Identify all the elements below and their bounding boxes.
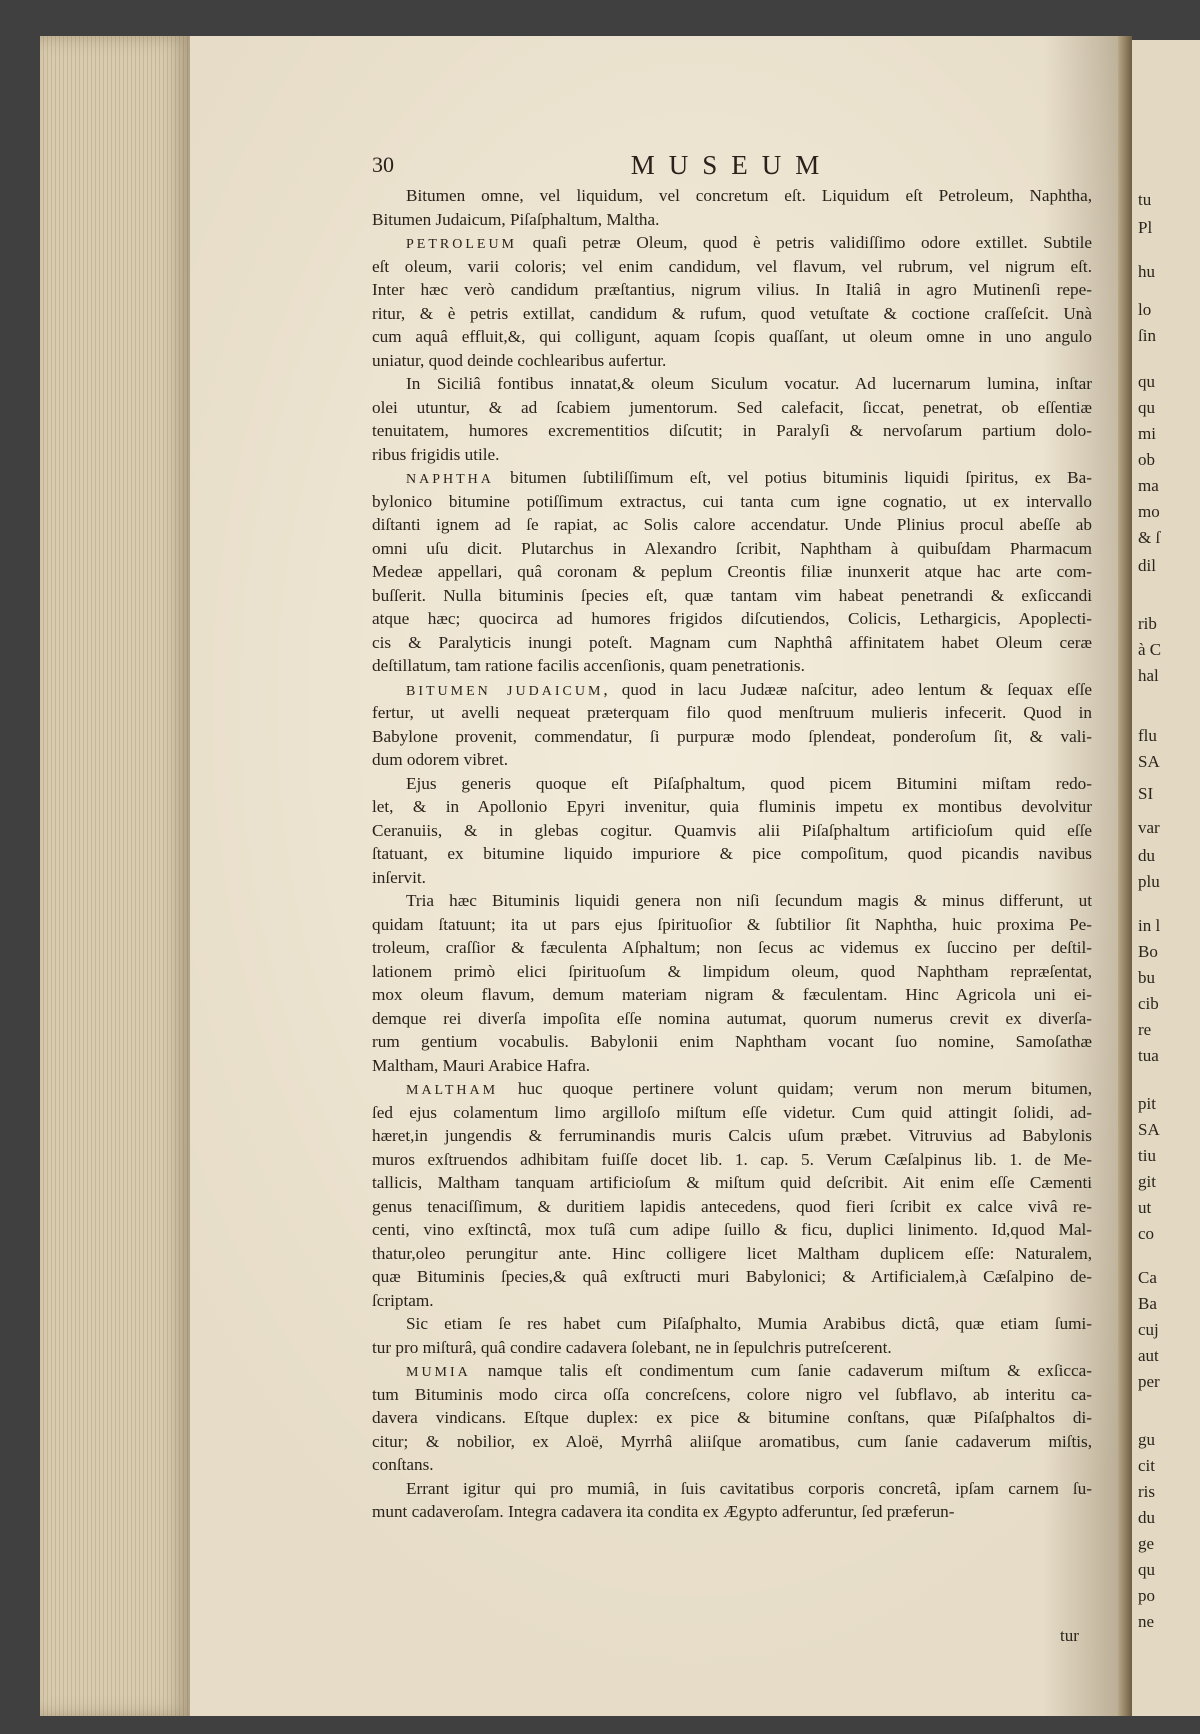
small-caps-term: MUMIA: [406, 1365, 471, 1380]
text-line: Errant igitur qui pro mumiâ, in ſuis cavitatibus corporis concretâ, ipſam carnem ſu-: [406, 1478, 1092, 1498]
small-caps-term: NAPHTHA: [406, 472, 494, 487]
facing-page-fragment: ut: [1138, 1198, 1152, 1217]
facing-page-fragment: qu: [1138, 372, 1155, 391]
facing-page-fragment: bu: [1138, 968, 1155, 987]
facing-page-fragment: qu: [1138, 1560, 1155, 1579]
facing-page-fragment: du: [1138, 1508, 1155, 1527]
text-line: quæ Bituminis ſpecies,& quâ exſtructi muri Babylonici; & Artificialem,à Cæſalpino de-: [372, 1267, 1092, 1286]
text-line: thatur,oleo perungitur ante. Hinc colligere licet Maltham duplicem eſſe: Naturalem,: [372, 1243, 1092, 1263]
text-line: Tria hæc Bituminis liquidi genera non niſi ſecundum magis & minus differunt, ut: [406, 891, 1092, 910]
facing-page-fragment: re: [1138, 1020, 1152, 1039]
paragraph: [372, 1477, 1092, 1524]
facing-page-fragment: à C: [1138, 640, 1162, 659]
text-line: quidam ſtatuunt; ita ut pars ejus ſpirituoſior & ſubtilior ſit Naphtha, huic proxima Pe-: [372, 914, 1092, 934]
text-line: olei utuntur, & ad ſcabiem jumentorum. Sed calefacit, ſiccat, penetrat, ob eſſentiæ: [372, 397, 1092, 417]
facing-page-fragment: pit: [1138, 1094, 1156, 1113]
text-line: Inter hæc verò candidum præſtantius, nigrum vilius. In Italiâ in agro Mutinenſi repe-: [372, 280, 1092, 299]
text-line: Sic etiam ſe res habet cum Piſaſphalto, Mumia Arabibus dictâ, quæ etiam ſumi-: [406, 1314, 1092, 1333]
facing-page-fragment: tiu: [1138, 1146, 1156, 1165]
facing-page-fragment: aut: [1138, 1346, 1159, 1365]
text-line: Ceranuiis, & in glebas cogitur. Quamvis alii Piſaſphaltum artificioſum quid eſſe: [372, 820, 1092, 840]
text-line: tallicis, Maltham tanquam artificioſum & miſtum quid deſcribit. Ait enim eſſe Cæmenti: [372, 1173, 1092, 1192]
facing-page-fragment: Pl: [1138, 218, 1153, 237]
text-line: NAPHTHA bitumen ſubtiliſſimum eſt, vel potius bituminis liquidi ſpiritus, ex Ba-: [406, 468, 1092, 487]
text-line: tur pro miſturâ, quâ condire cadavera ſolebant, ne in ſepulchris putreſcerent.: [372, 1337, 892, 1357]
facing-page-fragment: ne: [1138, 1612, 1155, 1631]
text-line: conſtans.: [372, 1455, 434, 1474]
text-line: Medeæ appellari, quâ coronam & peplum Creontis filiæ inunxerit atque hac arte com-: [372, 562, 1092, 581]
facing-page-fragment: SA: [1138, 752, 1160, 771]
facing-page-fragment: & ſ: [1138, 528, 1161, 547]
facing-page-fragment: Bo: [1138, 942, 1158, 961]
text-line: ſcriptam.: [372, 1290, 434, 1310]
paragraph: [372, 1359, 1092, 1477]
text-line: Bitumen Judaicum, Piſaſphaltum, Maltha.: [372, 209, 660, 229]
facing-page-fragment: gu: [1138, 1430, 1155, 1449]
facing-page: [1132, 40, 1200, 1716]
facing-page-fragment: cit: [1138, 1456, 1155, 1475]
text-line: ribus frigidis utile.: [372, 444, 500, 464]
text-line: cum aquâ effluit,&, qui colligunt, aquam ſcopis quaſſant, ut oleum omne in uno angulo: [372, 327, 1092, 346]
text-line: ritur, & è petris extillat, candidum & rufum, quod vetuſtate & coctione craſſeſcit. Unà: [372, 303, 1092, 323]
facing-page-fragment: plu: [1138, 872, 1160, 891]
facing-page-fragment: mi: [1138, 424, 1156, 443]
text-line: let, & in Apollonio Epyri invenitur, quia fluminis impetu ex montibus devolvitur: [372, 797, 1092, 816]
paragraph: [372, 372, 1092, 466]
text-line: PETROLEUM quaſi petræ Oleum, quod è petris validiſſimo odore extillet. Subtile: [406, 233, 1092, 252]
facing-page-fragment: SA: [1138, 1120, 1160, 1139]
facing-page-fragment: po: [1138, 1586, 1155, 1605]
facing-page-fragment: Ca: [1138, 1268, 1157, 1287]
paragraph: [372, 231, 1092, 372]
facing-page-fragment: git: [1138, 1172, 1156, 1191]
facing-page-fragment: dil: [1138, 556, 1156, 575]
text-line: tenuitatem, humores excrementitios diſcutit; in Paralyſi & nervoſarum partium dolo-: [372, 421, 1092, 440]
facing-page-fragment: in l: [1138, 916, 1161, 935]
facing-page-fragment: cuj: [1138, 1320, 1159, 1339]
facing-page-fragment: hu: [1138, 262, 1155, 281]
paragraph: [372, 678, 1092, 772]
page-header: [372, 150, 1092, 180]
text-line: BITUMEN JUDAICUM, quod in lacu Judææ naſcitur, adeo lentum & ſequax eſſe: [406, 679, 1092, 699]
page-number: 30: [372, 152, 394, 177]
text-line: dum odorem vibret.: [372, 750, 509, 769]
text-line: lationem primò elici ſpirituoſum & limpidum oleum, quod Naphtham repræſentat,: [372, 961, 1092, 981]
text-line: diſtanti ignem ad ſe rapiat, ac Solis calore accendatur. Unde Plinius procul abeſſe ab: [372, 515, 1092, 534]
text-line: omni uſu dicit. Plutarchus in Alexandro ſcribit, Naphtham à quibuſdam Pharmacum: [372, 538, 1092, 558]
facing-page-fragment: cib: [1138, 994, 1159, 1013]
book-gutter: [1118, 36, 1132, 1716]
paragraph: [372, 466, 1092, 678]
text-line: atque hæc; quocirca ad humores frigidos diſcutiendos, Colicis, Lethargicis, Apoplecti-: [372, 609, 1092, 628]
facing-page-fragment: du: [1138, 846, 1155, 865]
facing-page-fragment: ſin: [1138, 326, 1156, 345]
facing-page-fragment: ob: [1138, 450, 1155, 469]
facing-page-fragment: Ba: [1138, 1294, 1157, 1313]
facing-page-fragment: per: [1138, 1372, 1160, 1391]
text-line: centi, vino exſtinctâ, mox tuſâ cum adipe ſuillo & ficu, duplici linimento. Id,quod Mal-: [372, 1220, 1092, 1239]
small-caps-term: PETROLEUM: [406, 237, 517, 252]
facing-page-fragment: ris: [1138, 1482, 1155, 1501]
facing-page-fragment: ma: [1138, 476, 1159, 495]
text-line: demque rei diverſa impoſita eſſe nomina autumat, quorum numerus crevit ex diverſa-: [372, 1008, 1092, 1028]
catchword: tur: [1060, 1626, 1079, 1645]
facing-page-fragment: mo: [1138, 502, 1160, 521]
text-line: hæret,in jungendis & ferruminandis muris Calcis uſum præbet. Vitruvius ad Babylonis: [372, 1126, 1092, 1145]
facing-page-fragment: qu: [1138, 398, 1155, 417]
small-caps-term: BITUMEN JUDAICUM: [406, 683, 604, 699]
text-line: cis & Paralyticis inungi poteſt. Magnam cum Naphthâ affinitatem habet Oleum ceræ: [372, 632, 1092, 652]
text-line: fertur, ut avelli nequeat præterquam filo quod menſtruum mulieris infecerit. Quod in: [372, 703, 1092, 722]
text-line: Ejus generis quoque eſt Piſaſphaltum, quod picem Bitumini miſtam redo-: [406, 773, 1092, 793]
text-line: citur; & nobilior, ex Aloë, Myrrhâ aliiſque aromatibus, cum ſanie cadaverum miſtis,: [372, 1431, 1092, 1451]
paragraph: [372, 184, 1092, 231]
text-line: Maltham, Mauri Arabice Hafra.: [372, 1055, 591, 1075]
text-line: MUMIA namque talis eſt condimentum cum ſanie cadaverum miſtum & exſicca-: [406, 1361, 1092, 1380]
facing-page-fragment: lo: [1138, 300, 1152, 319]
text-line: buſſerit. Nulla bituminis ſpecies eſt, quæ tantam vim habeat penetrandi & exſiccandi: [372, 585, 1092, 605]
facing-page-fragment: hal: [1138, 666, 1159, 685]
facing-page-fragment: ge: [1138, 1534, 1155, 1553]
text-line: ſed ejus colamentum limo argilloſo miſtum eſſe videtur. Cum quid attingit ſolidi, ad-: [372, 1102, 1092, 1122]
text-line: genus tenaciſſimum, & duritiem lapidis antecedens, quod fieri ſcribit ex calce vivâ re-: [372, 1196, 1092, 1216]
text-line: eſt oleum, varii coloris; vel enim candidum, vel flavum, vel rubrum, vel nigrum eſt.: [372, 256, 1092, 276]
text-line: troleum, craſſior & fæculenta Aſphaltum; non ſecus ac videmus ex ſuccino per deſtil-: [372, 938, 1092, 957]
paragraph: [372, 1077, 1092, 1312]
body-text: [372, 184, 1092, 1524]
facing-page-fragment: tu: [1138, 190, 1152, 209]
text-line: mox oleum flavum, demum materiam nigram & fæculentam. Hinc Agricola uni ei-: [372, 985, 1092, 1004]
text-line: bylonico bitumine potiſſimum extractus, cui tanta cum igne cognatio, ut ex intervallo: [372, 491, 1092, 511]
text-line: muros exſtruendos adhibitam fuiſſe docet lib. 1. cap. 5. Verum Cæſalpinus lib. 1. de Me-: [372, 1149, 1092, 1169]
text-line: rum gentium vocabulis. Babylonii enim Naphtham vocant ſuo nomine, Samoſathæ: [372, 1032, 1092, 1051]
text-line: uniatur, quod deinde cochlearibus aufertur.: [372, 350, 667, 370]
paragraph: [372, 772, 1092, 890]
text-line: tum Bituminis modo circa oſſa concreſcens, colore nigro vel ſubflavo, ab interitu ca-: [372, 1384, 1092, 1404]
facing-page-fragment: tua: [1138, 1046, 1159, 1065]
text-line: deſtillatum, tam ratione facilis accenſionis, quam penetrationis.: [372, 656, 805, 675]
facing-page-fragment: var: [1138, 818, 1160, 837]
text-line: munt cadaveroſam. Integra cadavera ita condita ex Ægypto adferuntur, ſed præferun-: [372, 1502, 955, 1521]
paragraph: [372, 889, 1092, 1077]
facing-page-fragment: co: [1138, 1224, 1155, 1243]
facing-page-fragment: flu: [1138, 726, 1157, 745]
text-line: In Siciliâ fontibus innatat,& oleum Siculum vocatur. Ad lucernarum lumina, inſtar: [406, 374, 1092, 393]
text-line: ſtatuant, ex bitumine liquido impuriore & pice compoſitum, quod picandis navibus: [372, 844, 1092, 863]
running-head: MUSEUM: [630, 150, 834, 180]
small-caps-term: MALTHAM: [406, 1083, 499, 1098]
text-line: davera vindicans. Eſtque duplex: ex pice & bitumine conſtans, quæ Piſaſphaltos di-: [372, 1408, 1092, 1427]
facing-page-fragment: SI: [1138, 784, 1154, 803]
facing-page-fragment: rib: [1138, 614, 1157, 633]
paragraph: [372, 1312, 1092, 1359]
text-line: Bitumen omne, vel liquidum, vel concretum eſt. Liquidum eſt Petroleum, Naphtha,: [406, 186, 1092, 205]
text-line: Babylone provenit, commendatur, ſi purpuræ modo ſplendeat, ponderoſum ſit, & vali-: [372, 726, 1092, 746]
page-edges: [40, 36, 190, 1716]
text-line: MALTHAM huc quoque pertinere volunt quidam; verum non merum bitumen,: [406, 1079, 1092, 1098]
text-line: inſervit.: [372, 867, 426, 887]
